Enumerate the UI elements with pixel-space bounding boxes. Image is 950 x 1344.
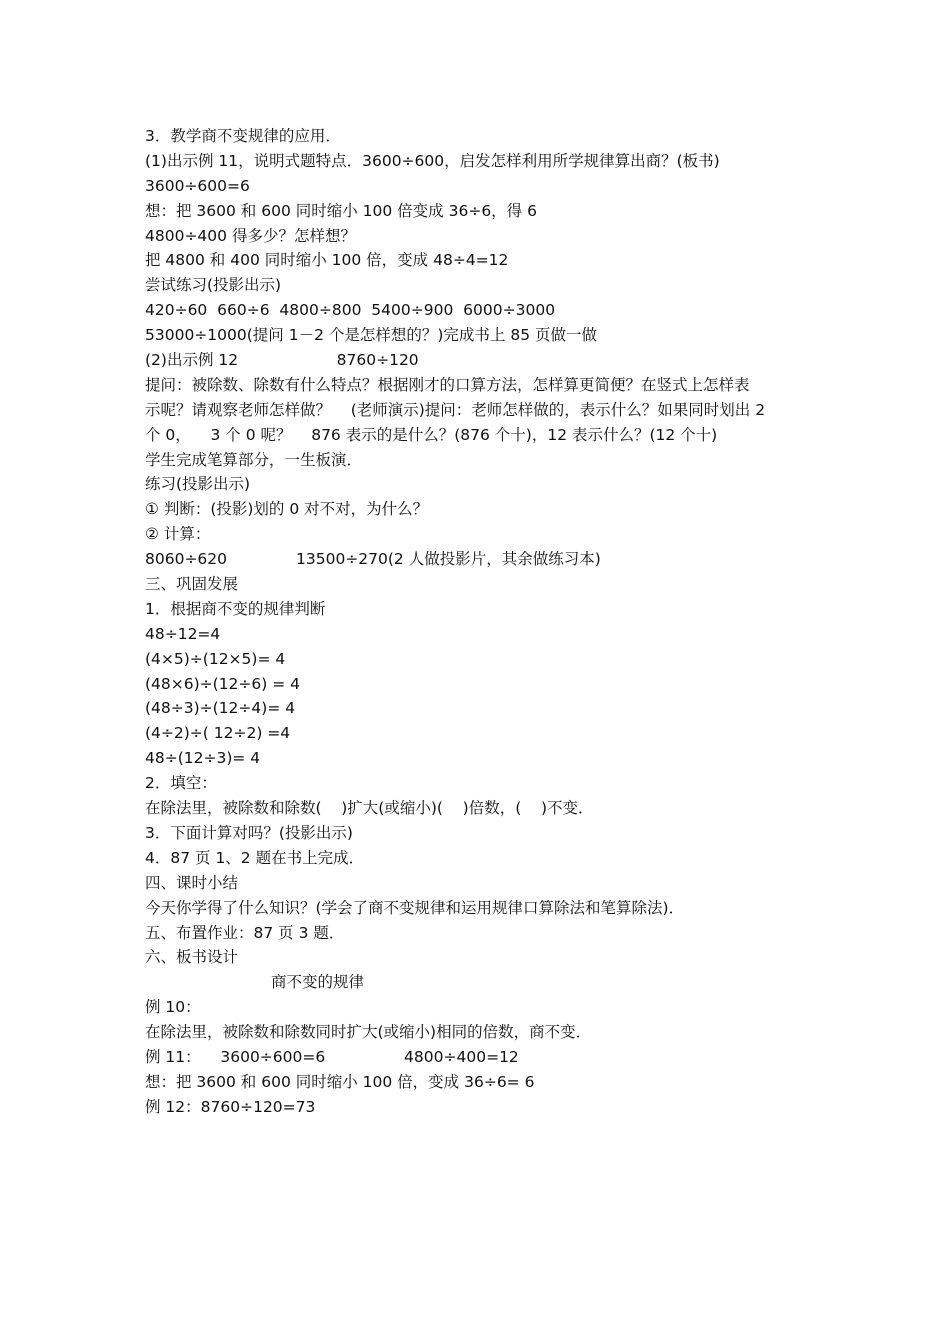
equation-line: (48×6)÷(12÷6) = 4 bbox=[145, 674, 301, 693]
text-line: 想：把 3600 和 600 同时缩小 100 倍变成 36÷6，得 6 bbox=[145, 201, 537, 220]
text-line: 尝试练习(投影出示) bbox=[145, 276, 282, 295]
section-heading: 六、板书设计 bbox=[145, 948, 239, 967]
text-line: ① 判断：(投影)划的 0 对不对，为什么？ bbox=[145, 500, 429, 519]
text-line: 把 4800 和 400 同时缩小 100 倍，变成 48÷4=12 bbox=[145, 251, 509, 270]
text-line: 个 0， 3 个 0 呢？ 876 表示的是什么？(876 个十)，12 表示什么？(12 个十) bbox=[145, 425, 718, 444]
text-line: 420÷60 660÷6 4800÷800 5400÷900 6000÷3000 bbox=[145, 301, 556, 320]
equation-line: 48÷(12÷3)= 4 bbox=[145, 749, 261, 768]
text-line: 今天你学得了什么知识？(学会了商不变规律和运用规律口算除法和笔算除法)． bbox=[145, 898, 685, 917]
document-body bbox=[145, 124, 825, 1120]
section-heading: 五、布置作业：87 页 3 题． bbox=[145, 923, 345, 942]
text-line: 想：把 3600 和 600 同时缩小 100 倍，变成 36÷6= 6 bbox=[145, 1072, 535, 1091]
text-line: 例 11： 3600÷600=6 4800÷400=12 bbox=[145, 1047, 519, 1066]
board-design-title: 商不变的规律 bbox=[271, 973, 365, 992]
equation-line: 48÷12=4 bbox=[145, 624, 221, 643]
text-line: 3．下面计算对吗？(投影出示) bbox=[145, 823, 353, 842]
section-heading-3: 3．教学商不变规律的应用． bbox=[145, 127, 341, 145]
text-line: 例 10： bbox=[145, 998, 201, 1017]
text-line: 1．根据商不变的规律判断 bbox=[145, 599, 326, 618]
text-line: 练习(投影出示) bbox=[145, 475, 251, 494]
section-heading: 三、巩固发展 bbox=[145, 575, 239, 594]
section-heading: 四、课时小结 bbox=[145, 873, 239, 892]
text-line: 在除法里，被除数和除数同时扩大(或缩小)相同的倍数，商不变． bbox=[145, 1023, 592, 1042]
text-line: 提问：被除数、除数有什么特点？根据刚才的口算方法，怎样算更简便？在竖式上怎样表 bbox=[145, 375, 750, 394]
text-line: 3600÷600=6 bbox=[145, 176, 250, 195]
text-line: 8060÷620 13500÷270(2 人做投影片，其余做练习本) bbox=[145, 550, 601, 569]
text-line: 例 12：8760÷120=73 bbox=[145, 1097, 316, 1116]
text-line: 在除法里，被除数和除数( )扩大(或缩小)( )倍数，( )不变． bbox=[145, 799, 594, 818]
text-line: 学生完成笔算部分，一生板演． bbox=[145, 450, 363, 469]
text-line: ② 计算： bbox=[145, 525, 211, 544]
equation-line: (48÷3)÷(12÷4)= 4 bbox=[145, 699, 296, 718]
text-line: 53000÷1000(提问 1－2 个是怎样想的？)完成书上 85 页做一做 bbox=[145, 326, 597, 345]
equation-line: (4÷2)÷( 12÷2) =4 bbox=[145, 724, 291, 743]
text-line: 4．87 页 1、2 题在书上完成． bbox=[145, 848, 365, 867]
text-line: 示呢？请观察老师怎样做？ (老师演示)提问：老师怎样做的，表示什么？如果同时划出 2 bbox=[145, 400, 766, 419]
text-line: 4800÷400 得多少？怎样想？ bbox=[145, 226, 356, 245]
example-12-intro: (2)出示例 12 8760÷120 bbox=[145, 351, 419, 370]
text-line: 2．填空： bbox=[145, 774, 217, 793]
example-11-intro: (1)出示例 11，说明式题特点．3600÷600，启发怎样利用所学规律算出商？(板书) bbox=[145, 151, 720, 170]
equation-line: (4×5)÷(12×5)= 4 bbox=[145, 649, 286, 668]
